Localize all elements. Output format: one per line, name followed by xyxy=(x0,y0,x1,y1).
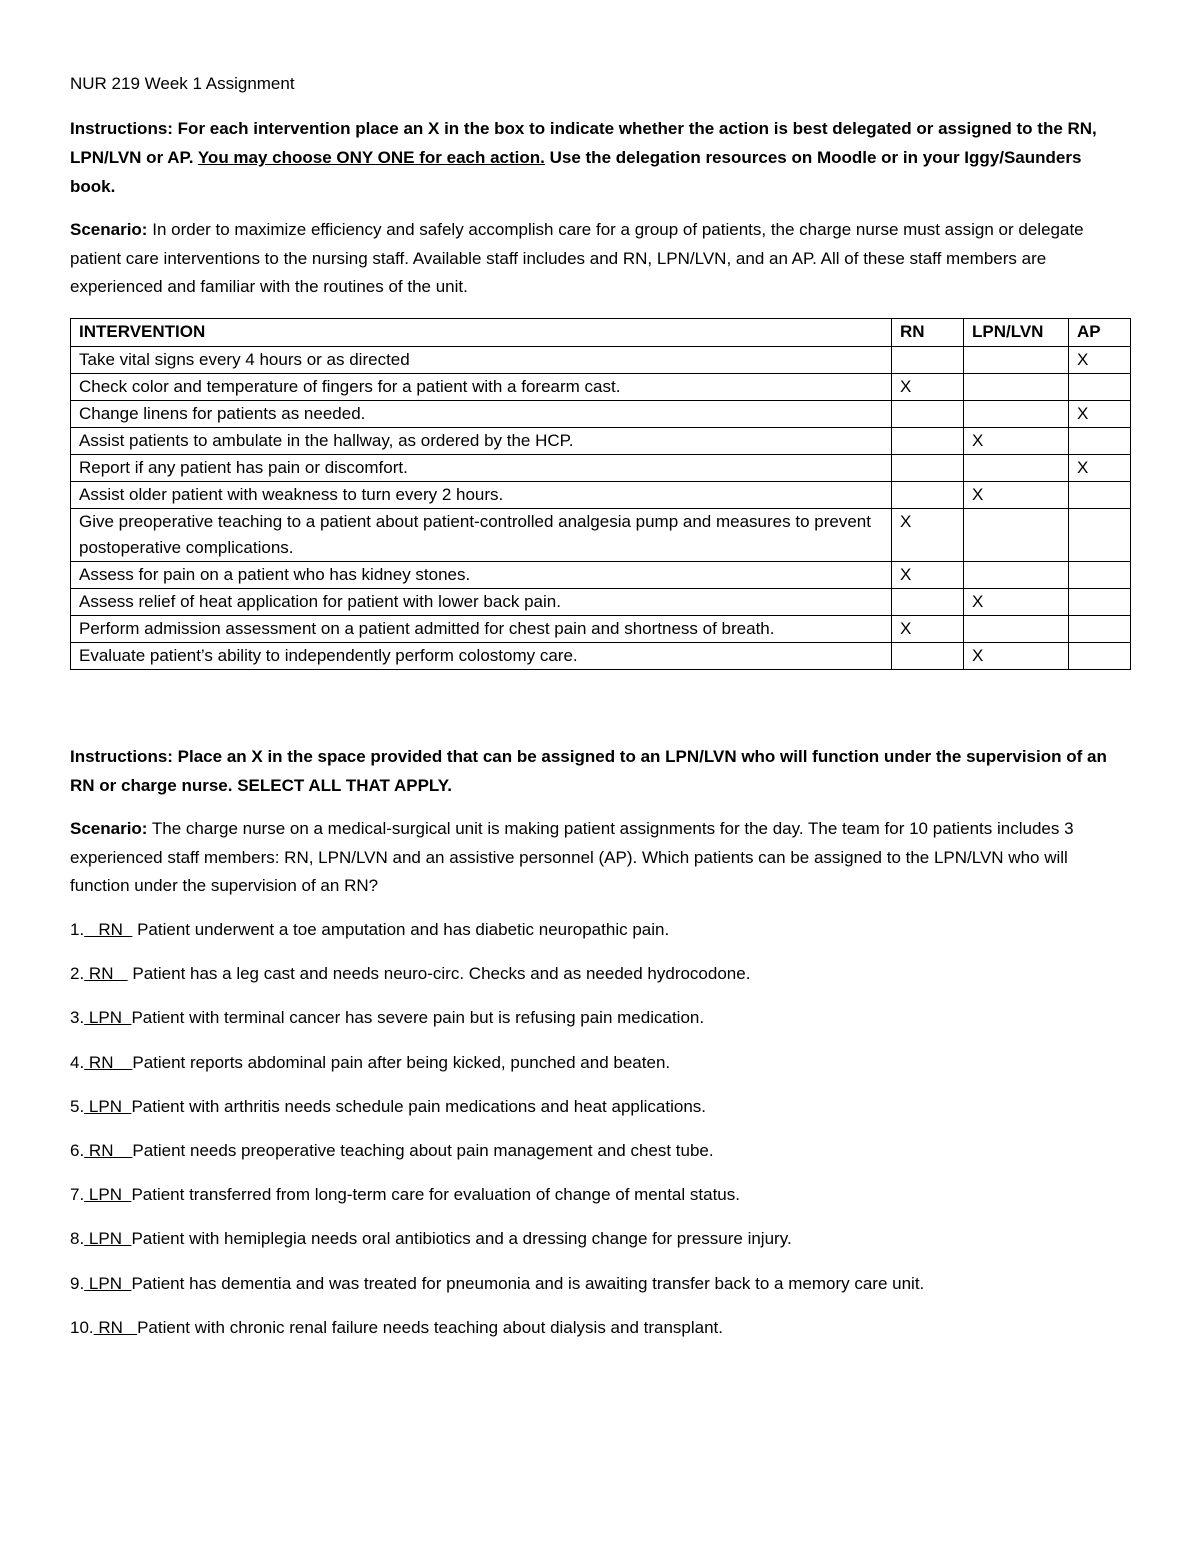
table-row xyxy=(71,428,1131,455)
cell-ap: X xyxy=(1069,401,1131,428)
cell-lpn xyxy=(964,509,1069,562)
cell-rn xyxy=(892,347,964,374)
answer-blank[interactable]: LPN xyxy=(84,1185,132,1205)
cell-ap xyxy=(1069,562,1131,589)
item-number: 2. xyxy=(70,964,85,984)
cell-ap: X xyxy=(1069,347,1131,374)
cell-rn: X xyxy=(892,374,964,401)
section1-instructions xyxy=(70,114,1130,201)
item-number: 4. xyxy=(70,1052,85,1072)
cell-rn xyxy=(892,428,964,455)
cell-lpn xyxy=(964,455,1069,482)
cell-lpn xyxy=(964,401,1069,428)
table-row xyxy=(71,347,1131,374)
cell-intervention: Assess for pain on a patient who has kidney stones. xyxy=(71,562,892,589)
item-number: 1. xyxy=(70,920,85,939)
cell-rn xyxy=(892,643,964,670)
section2-scenario-text: The charge nurse on a medical-surgical unit is making patient assignments for the day. The team for 10 patients includes 3 experienced staff members: RN, LPN/LVN and an assistive personnel (AP). Which patients can be assigned to the LPN/LVN who will function under the supervision of an RN? xyxy=(70,819,1074,895)
cell-intervention: Assess relief of heat application for patient with lower back pain. xyxy=(71,589,892,616)
cell-lpn: X xyxy=(964,589,1069,616)
list-item xyxy=(70,1229,792,1249)
cell-intervention: Evaluate patient’s ability to independently perform colostomy care. xyxy=(71,643,892,670)
header-lpn: LPN/LVN xyxy=(964,319,1069,347)
list-item xyxy=(70,964,750,984)
item-number: 8. xyxy=(70,1229,85,1249)
item-text: Patient has dementia and was treated for pneumonia and is awaiting transfer back to a memory care unit. xyxy=(131,1273,925,1293)
document-title: NUR 219 Week 1 Assignment xyxy=(70,74,295,93)
answer-blank[interactable]: RN xyxy=(84,1052,133,1072)
item-text: Patient needs preoperative teaching about pain management and chest tube. xyxy=(132,1141,714,1160)
table-row xyxy=(71,589,1131,616)
item-number: 3. xyxy=(70,1008,85,1028)
item-number: 9. xyxy=(70,1273,85,1293)
answer-blank[interactable]: LPN xyxy=(84,1096,132,1116)
cell-rn xyxy=(892,455,964,482)
cell-intervention: Assist older patient with weakness to turn every 2 hours. xyxy=(71,482,892,509)
cell-ap xyxy=(1069,428,1131,455)
cell-ap: X xyxy=(1069,455,1131,482)
answer-blank[interactable]: RN xyxy=(84,1141,133,1160)
cell-lpn xyxy=(964,562,1069,589)
cell-lpn: X xyxy=(964,482,1069,509)
answer-blank[interactable]: RN xyxy=(84,920,133,939)
item-text: Patient with hemiplegia needs oral antibiotics and a dressing change for pressure injury. xyxy=(131,1229,792,1249)
item-text: Patient has a leg cast and needs neuro-circ. Checks and as needed hydrocodone. xyxy=(127,964,751,984)
item-text: Patient with arthritis needs schedule pain medications and heat applications. xyxy=(131,1096,707,1116)
section2-instructions: Instructions: Place an X in the space provided that can be assigned to an LPN/LVN who will function under the supervision of an RN or charge nurse. SELECT ALL THAT APPLY. xyxy=(70,747,1107,795)
table-row xyxy=(71,482,1131,509)
cell-lpn xyxy=(964,374,1069,401)
cell-rn: X xyxy=(892,616,964,643)
table-row xyxy=(71,509,1131,562)
item-text: Patient underwent a toe amputation and has diabetic neuropathic pain. xyxy=(132,920,670,939)
table-row xyxy=(71,455,1131,482)
cell-intervention: Give preoperative teaching to a patient about patient-controlled analgesia pump and measures to prevent postoperative complications. xyxy=(71,509,892,562)
list-item xyxy=(70,1053,670,1073)
list-item xyxy=(70,1185,740,1205)
item-number: 6. xyxy=(70,1141,85,1160)
cell-lpn: X xyxy=(964,428,1069,455)
cell-rn: X xyxy=(892,509,964,562)
header-intervention: INTERVENTION xyxy=(71,319,892,347)
table-header-row xyxy=(71,319,1131,347)
cell-ap xyxy=(1069,616,1131,643)
cell-intervention: Assist patients to ambulate in the hallway, as ordered by the HCP. xyxy=(71,428,892,455)
cell-intervention: Perform admission assessment on a patient admitted for chest pain and shortness of breath. xyxy=(71,616,892,643)
delegation-table xyxy=(70,318,1131,670)
section1-scenario xyxy=(70,216,1130,302)
section2-scenario-label: Scenario: xyxy=(70,819,148,838)
section2-scenario xyxy=(70,815,1130,901)
answer-blank[interactable]: LPN xyxy=(84,1273,132,1293)
item-number: 5. xyxy=(70,1096,85,1116)
section1-instructions-a: Instructions: For each intervention place an X in the box to indicate whether the action is best delegated or assigned to the RN, LPN/LVN or AP. xyxy=(70,119,1097,167)
table-row xyxy=(71,562,1131,589)
list-item xyxy=(70,1318,723,1338)
section1-scenario-text: In order to maximize efficiency and safely accomplish care for a group of patients, the charge nurse must assign or delegate patient care interventions to the nursing staff. Available staff includes and RN, LPN/LVN, and an AP. All of these staff members are experienced and familiar with the routines of the unit. xyxy=(70,220,1084,296)
list-item xyxy=(70,1141,714,1161)
cell-intervention: Report if any patient has pain or discomfort. xyxy=(71,455,892,482)
list-item xyxy=(70,1097,706,1117)
section1-scenario-label: Scenario: xyxy=(70,220,148,239)
item-number: 10. xyxy=(70,1317,94,1337)
cell-ap xyxy=(1069,482,1131,509)
cell-lpn xyxy=(964,347,1069,374)
cell-lpn xyxy=(964,616,1069,643)
answer-blank[interactable]: LPN xyxy=(84,1008,132,1028)
header-rn: RN xyxy=(892,319,964,347)
cell-ap xyxy=(1069,589,1131,616)
answer-blank[interactable]: LPN xyxy=(84,1229,132,1249)
cell-rn xyxy=(892,482,964,509)
table-row xyxy=(71,401,1131,428)
table-body xyxy=(71,347,1131,670)
answer-blank[interactable]: RN xyxy=(84,964,128,984)
table-row xyxy=(71,616,1131,643)
cell-rn: X xyxy=(892,562,964,589)
item-text: Patient with terminal cancer has severe pain but is refusing pain medication. xyxy=(131,1008,705,1028)
cell-rn xyxy=(892,401,964,428)
cell-rn xyxy=(892,589,964,616)
cell-intervention: Change linens for patients as needed. xyxy=(71,401,892,428)
item-text: Patient reports abdominal pain after being kicked, punched and beaten. xyxy=(132,1052,671,1072)
header-ap: AP xyxy=(1069,319,1131,347)
table-row xyxy=(71,643,1131,670)
cell-intervention: Check color and temperature of fingers for a patient with a forearm cast. xyxy=(71,374,892,401)
item-text: Patient with chronic renal failure needs teaching about dialysis and transplant. xyxy=(137,1317,724,1337)
cell-ap xyxy=(1069,643,1131,670)
cell-lpn: X xyxy=(964,643,1069,670)
cell-ap xyxy=(1069,374,1131,401)
item-text: Patient transferred from long-term care for evaluation of change of mental status. xyxy=(131,1185,740,1205)
table-row xyxy=(71,374,1131,401)
list-item xyxy=(70,1008,704,1028)
section1-instructions-underlined: You may choose ONY ONE for each action. xyxy=(197,148,545,167)
section1-instructions-b: Use the delegation resources on Moodle or in your Iggy/Saunders book. xyxy=(70,148,1082,196)
answer-blank[interactable]: RN xyxy=(93,1317,138,1337)
list-item xyxy=(70,920,669,940)
cell-intervention: Take vital signs every 4 hours or as directed xyxy=(71,347,892,374)
cell-ap xyxy=(1069,509,1131,562)
item-number: 7. xyxy=(70,1185,85,1205)
list-item xyxy=(70,1274,924,1294)
